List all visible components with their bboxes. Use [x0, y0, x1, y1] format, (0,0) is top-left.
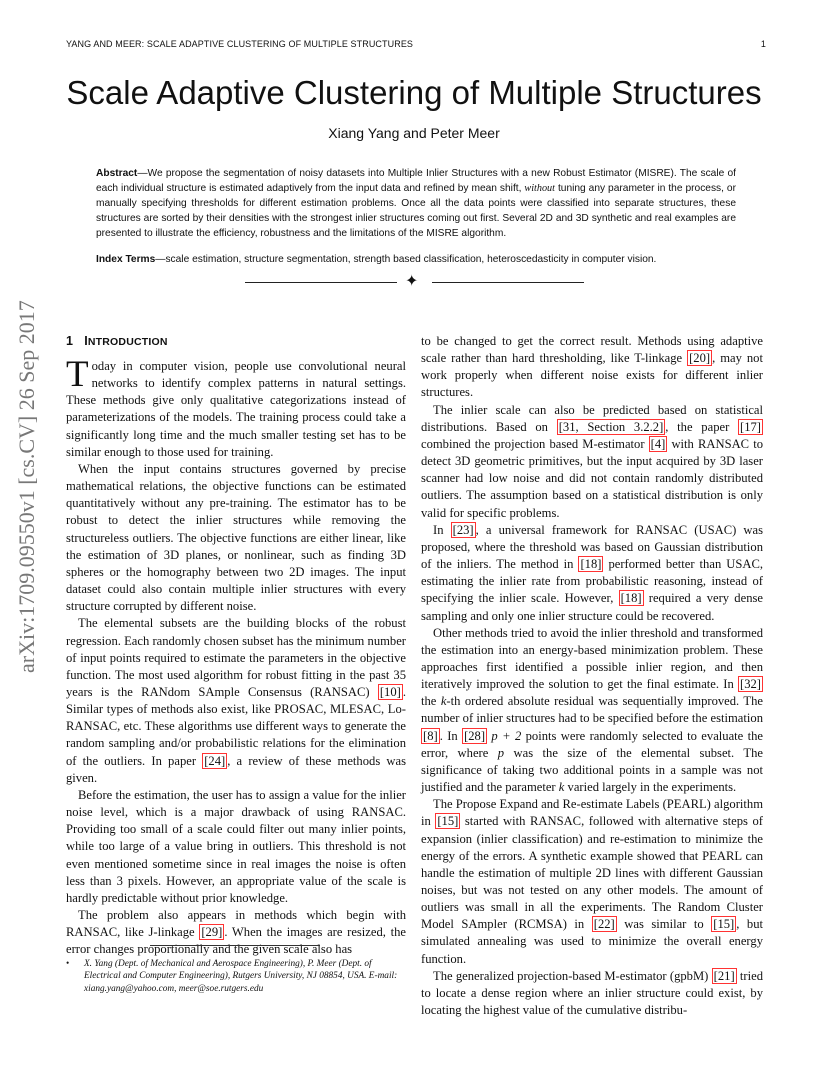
paragraph-text: with RANSAC to detect 3D geometric primitives, but the input acquired by 3D laser scanner had low noise and did not contain randomly distributed outliers. The assumption based on a statistical distribution is only valid for specific problems.	[421, 436, 763, 520]
paper-title: Scale Adaptive Clustering of Multiple Structures	[66, 74, 762, 111]
paragraph-text: the	[421, 694, 441, 709]
citation-link[interactable]: [18]	[580, 557, 602, 572]
citation-link[interactable]: [8]	[423, 728, 438, 743]
paragraph	[421, 333, 763, 402]
footnote-text: X. Yang (Dept. of Mechanical and Aerospace Engineering), P. Meer (Dept. of Electrical and Computer Engineering), Rutgers University, NJ 08854, USA. E-mail: xiang.yang@yahoo.com, meer@soe.rutgers.edu	[84, 959, 398, 994]
citation-link[interactable]: [29]	[201, 925, 223, 940]
paragraph	[421, 625, 763, 797]
drop-cap: T	[66, 354, 89, 395]
citation-link[interactable]: [15]	[437, 814, 459, 829]
paragraph-text: -th ordered absolute residual was sequentially improved. The number of inlier structures had to be specified before the estimation	[421, 694, 763, 726]
citation-link[interactable]: [17]	[740, 419, 761, 434]
citation-link[interactable]: [23]	[452, 522, 474, 537]
citation-link[interactable]: [32]	[740, 677, 761, 692]
citation-link[interactable]: [18]	[620, 591, 642, 606]
paragraph-text: tried to locate a dense region where an inlier structure could exist, by locating the highest value of the cumulative distribu-	[421, 968, 763, 1018]
paragraph: Before the estimation, the user has to assign a value for the inlier noise level, which is a major drawback of using RANSAC. Providing too small of a scale could filter out many inlier points, while too large of a value bring in outliers. This threshold is not even mentioned sometime since in real images the noise is often less than 3 pixels. However, an appropriate value of the scale is hardly predictable without prior knowledge.	[66, 787, 406, 905]
abstract-text-1: —We propose the segmentation of noisy datasets into Multiple Inlier Structures with a new Robust Estimator (MISRE). The scale of each individual structure is estimated adaptively from the input data and refined by mean shift,	[96, 168, 736, 195]
paragraph-text: . Similar types of methods also exist, like PROSAC, MLESAC, Lo-RANSAC, etc. These algorithms use different ways to generate the random sampling and/or probabilistic relations for the elimination of the outliers. In paper	[66, 684, 406, 768]
footnote-rule	[150, 945, 320, 946]
index-terms-label: Index Terms	[96, 254, 156, 265]
paragraph-text: The elemental subsets are the building blocks of the robust regression. Each randomly chosen subset has the minimum number of input points required to estimate the parameters in the objective function. The most used algorithm for robust fitting in the past 35 years is the RANdom SAmple Consensus (RANSAC)	[66, 616, 406, 699]
paragraph-text: was the size of the elemental subset. The significance of taking two additional points in a sample was not justified and the parameter	[421, 745, 763, 795]
math-p: p	[497, 745, 505, 760]
abstract	[96, 166, 736, 241]
left-column	[66, 333, 406, 958]
paragraph-text: Other methods tried to avoid the inlier threshold and transformed the estimation into an energy-based minimization problem. These approaches first identified a possible inlier region, and then iteratively improved the solution to get the final estimate. In	[421, 625, 763, 692]
running-head	[66, 39, 766, 49]
citation-link[interactable]: [28]	[464, 728, 486, 743]
paragraph-text: varied largely in the experiments.	[564, 780, 737, 795]
math-k: k	[558, 780, 565, 795]
section-heading	[66, 333, 406, 351]
paragraph	[421, 402, 763, 522]
paragraph-text: performed better than USAC, estimating the inlier rate from probabilistic reasoning, instead of specifying the inlier scale. However,	[421, 557, 763, 606]
separator-rule-right	[432, 282, 584, 283]
paragraph-text: oday in computer vision, people use convolutional neural networks to identify complex patterns in natural settings. These methods give only qualitative categorizations instead of parameterizations of the models. The training process could take a significantly long time and the much smaller testing set has to be similar enough to those used for training.	[66, 359, 406, 459]
citation-link[interactable]: [31, Section 3.2.2]	[558, 419, 664, 434]
right-column	[421, 333, 763, 1019]
paragraph-text: combined the projection based M-estimator	[421, 436, 649, 451]
citation-link[interactable]: [4]	[650, 436, 666, 451]
math-k: k	[440, 694, 447, 709]
section-title-rest: NTRODUCTION	[87, 336, 168, 348]
index-terms-text: —scale estimation, structure segmentation, strength based classification, heteroscedasticity in computer vision.	[155, 254, 657, 265]
paragraph	[421, 968, 763, 1019]
citation-link[interactable]: [21]	[713, 968, 735, 983]
running-head-title: YANG AND MEER: SCALE ADAPTIVE CLUSTERING OF MULTIPLE STRUCTURES	[66, 39, 414, 49]
footnote-bullet: •	[66, 959, 70, 969]
paragraph-text: to be changed to get the correct result. Methods using adaptive scale rather than hard thresholding, like T-linkage	[421, 334, 763, 366]
paper-authors: Xiang Yang and Peter Meer	[328, 125, 500, 141]
paragraph-text: , a universal framework for RANSAC (USAC) was proposed, where the threshold was based on Gaussian distribution of the inliers. The method in	[421, 522, 763, 572]
paragraph-text: , a review of these methods was given.	[66, 753, 407, 785]
citation-link[interactable]: [20]	[689, 351, 711, 366]
citation-link[interactable]: [24]	[204, 753, 226, 768]
paragraph-text: The generalized projection-based M-estimator (gpbM)	[433, 968, 712, 983]
math-p-plus-2: p + 2	[491, 728, 522, 743]
paragraph-text: , may not work properly when different noise exists for different inlier structures.	[421, 351, 763, 400]
paragraph: When the input contains structures governed by precise mathematical relations, the objective functions can be estimated quantitatively without any pre-training. The estimator has to be robust to detect the inlier structures while removing the structureless outliers. The objective functions are either linear, like the estimation of 3D planes, or nonlinear, such as finding 3D spheres or the homography between two 2D images. The input dataset could also contain multiple inlier structures with every structure corrupted by different noise.	[66, 461, 406, 614]
paragraph-text: The inlier scale can also be predicted based on statistical distributions. Based on	[421, 402, 763, 434]
paragraph-text: , the paper	[665, 419, 739, 434]
paragraph	[66, 615, 406, 787]
paragraph-text: , but simulated annealing was used to minimize the overall energy function.	[421, 917, 764, 966]
abstract-label: Abstract	[96, 168, 138, 179]
paragraph-text: started with RANSAC, followed with alternative steps of expansion (inlier classification) and re-estimation to minimize the energy of the errors. A synthetic example showed that PEARL can handle the estimation of multiple 2D lines with different Gaussian noises, but was not tested on any other models. The amount of outliers was small in all the experiments. The Random Cluster Model SAmpler (RCMSA) in	[421, 814, 763, 932]
abstract-text-2: tuning any parameter in the process, or manually specifying thresholds for different estimation problems. Once all the data points were classified into separate structures, these structures are sorted by their densities with the strongest inlier structures coming out first. Several 2D and 3D synthetic and real examples are presented to illustrate the efficiency, robustness and the limitations of the MISRE algorithm.	[96, 183, 736, 240]
paragraph	[421, 796, 763, 968]
separator-rule-left	[245, 282, 397, 283]
abstract-emphasis: without	[524, 183, 555, 195]
paragraph-text: required a very dense sampling and only one inlier structure could be recovered.	[421, 591, 763, 623]
paragraph-text: In	[433, 522, 451, 537]
arxiv-identifier-stamp: arXiv:1709.09550v1 [cs.CV] 26 Sep 2017	[14, 300, 39, 673]
section-number: 1	[66, 334, 74, 348]
paragraph	[66, 907, 406, 958]
paragraph	[421, 522, 763, 625]
footnote	[66, 958, 406, 995]
separator-diamond-icon: ✦	[405, 271, 419, 290]
citation-link[interactable]: [22]	[593, 917, 615, 932]
page-number: 1	[760, 39, 766, 49]
paragraph	[66, 354, 406, 461]
section-title-first-letter: I	[84, 334, 88, 348]
citation-link[interactable]: [10]	[379, 684, 401, 699]
paragraph-text: The Propose Expand and Re-estimate Labels (PEARL) algorithm in	[421, 797, 763, 829]
index-terms	[96, 252, 736, 267]
paragraph-text: points were randomly selected to evaluate the error, where	[421, 728, 764, 760]
paragraph-text: was similar to	[616, 917, 712, 932]
paragraph-text: . When the images are resized, the error changes proportionally and the given scale also has	[66, 925, 406, 957]
paragraph-text: . In	[439, 728, 463, 743]
citation-link[interactable]: [15]	[713, 917, 735, 932]
paragraph-text: The problem also appears in methods which begin with RANSAC, like J-linkage	[66, 908, 406, 940]
